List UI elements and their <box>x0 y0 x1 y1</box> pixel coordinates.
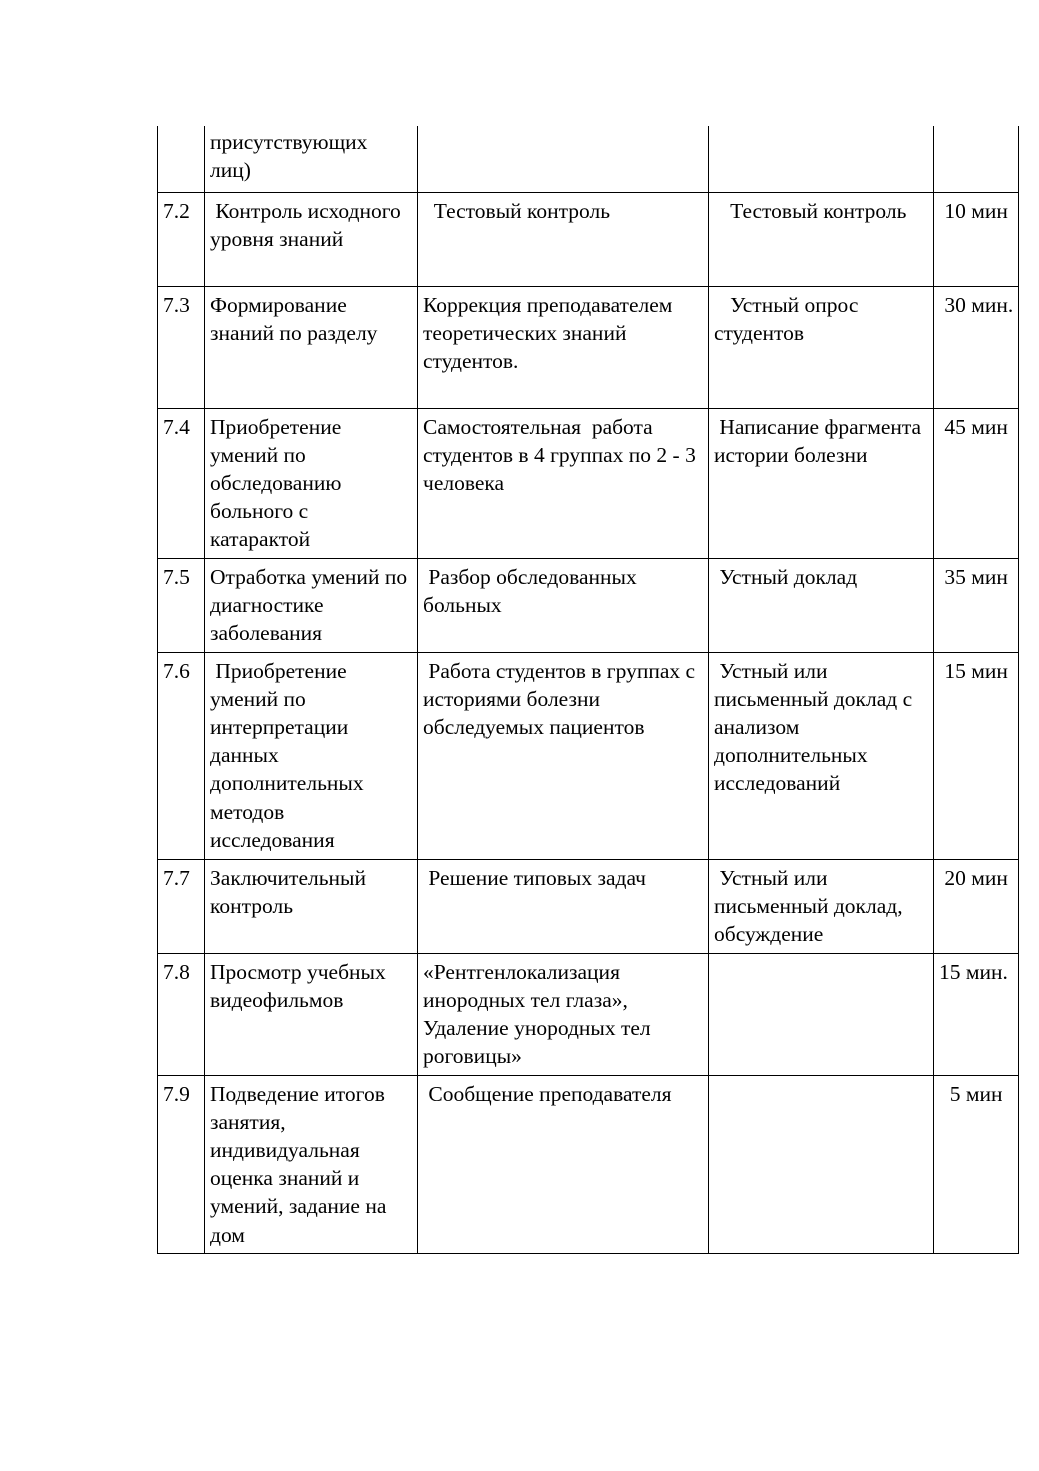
cell-control: Устный или письменный доклад, обсуждение <box>709 859 934 953</box>
cell-stage: присутствующих лиц) <box>205 126 418 192</box>
cell-stage: Заключительный контроль <box>205 859 418 953</box>
cell-time: 45 мин <box>934 408 1019 558</box>
cell-time: 10 мин <box>934 192 1019 286</box>
table-row <box>158 953 1019 1075</box>
cell-stage: Подведение итогов занятия, индивидуальная оценка знаний и умений, задание на дом <box>205 1075 418 1253</box>
cell-time: 15 мин. <box>934 953 1019 1075</box>
cell-method: Самостоятельная работа студентов в 4 группах по 2 - 3 человека <box>418 408 709 558</box>
cell-control <box>709 953 934 1075</box>
table-row <box>158 652 1019 859</box>
cell-stage: Контроль исходного уровня знаний <box>205 192 418 286</box>
table-row <box>158 1075 1019 1253</box>
table-row <box>158 558 1019 652</box>
cell-time: 5 мин <box>934 1075 1019 1253</box>
cell-stage: Приобретение умений по обследованию больного с катарактой <box>205 408 418 558</box>
cell-control: Устный опрос студентов <box>709 286 934 408</box>
cell-time <box>934 126 1019 192</box>
cell-time: 20 мин <box>934 859 1019 953</box>
table-row <box>158 859 1019 953</box>
cell-number: 7.9 <box>158 1075 205 1253</box>
cell-stage: Отработка умений по диагностике заболевания <box>205 558 418 652</box>
cell-method: Решение типовых задач <box>418 859 709 953</box>
cell-control <box>709 1075 934 1253</box>
cell-method: Разбор обследованных больных <box>418 558 709 652</box>
cell-number: 7.3 <box>158 286 205 408</box>
cell-number: 7.2 <box>158 192 205 286</box>
cell-number: 7.7 <box>158 859 205 953</box>
cell-number: 7.6 <box>158 652 205 859</box>
cell-method: Коррекция преподавателем теоретических знаний студентов. <box>418 286 709 408</box>
cell-method: Работа студентов в группах с историями болезни обследуемых пациентов <box>418 652 709 859</box>
cell-control: Устный доклад <box>709 558 934 652</box>
table-row <box>158 286 1019 408</box>
cell-number: 7.8 <box>158 953 205 1075</box>
cell-stage: Приобретение умений по интерпретации данных дополнительных методов исследования <box>205 652 418 859</box>
lesson-plan-table <box>157 126 1019 1254</box>
cell-time: 30 мин. <box>934 286 1019 408</box>
cell-stage: Формирование знаний по разделу <box>205 286 418 408</box>
cell-time: 15 мин <box>934 652 1019 859</box>
cell-control: Устный или письменный доклад с анализом дополнительных исследований <box>709 652 934 859</box>
cell-method <box>418 126 709 192</box>
cell-stage: Просмотр учебных видеофильмов <box>205 953 418 1075</box>
table-row <box>158 126 1019 192</box>
cell-method: Сообщение преподавателя <box>418 1075 709 1253</box>
table-row <box>158 408 1019 558</box>
cell-method: «Рентгенлокализация инородных тел глаза», Удаление унородных тел роговицы» <box>418 953 709 1075</box>
cell-control <box>709 126 934 192</box>
cell-number <box>158 126 205 192</box>
table-row <box>158 192 1019 286</box>
cell-control: Написание фрагмента истории болезни <box>709 408 934 558</box>
cell-time: 35 мин <box>934 558 1019 652</box>
cell-control: Тестовый контроль <box>709 192 934 286</box>
cell-number: 7.5 <box>158 558 205 652</box>
cell-number: 7.4 <box>158 408 205 558</box>
cell-method: Тестовый контроль <box>418 192 709 286</box>
